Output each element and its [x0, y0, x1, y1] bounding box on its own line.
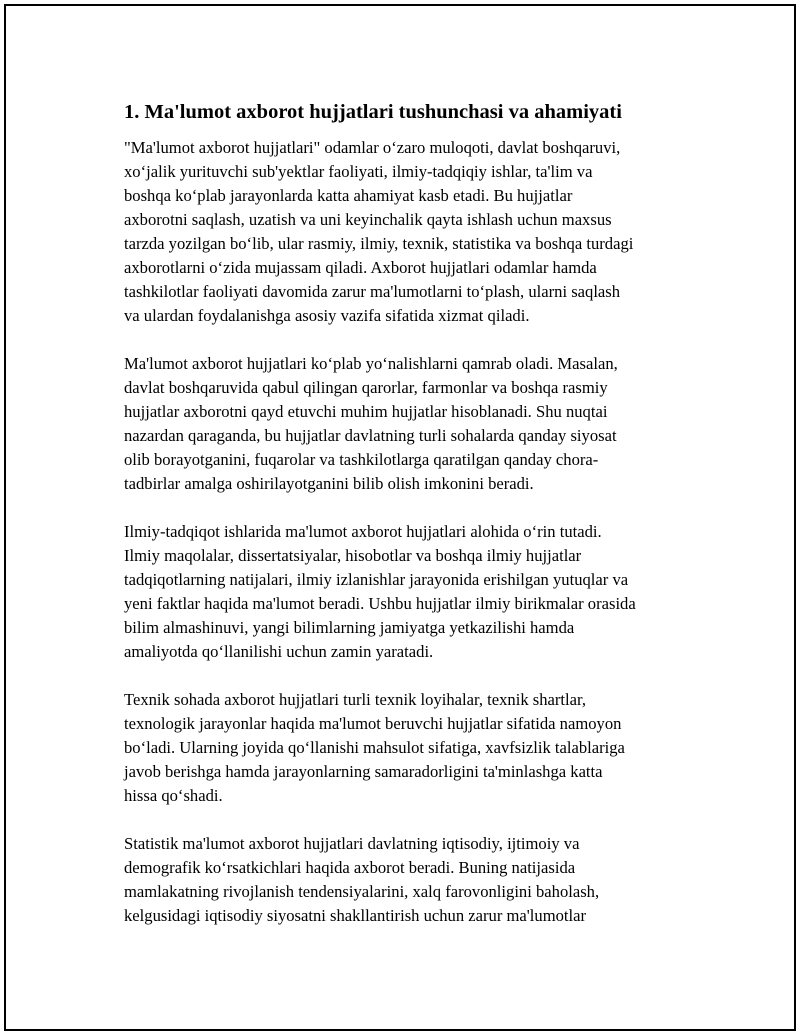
text-line: Ilmiy-tadqiqot ishlarida ma'lumot axborot hujjatlari alohida o‘rin tutadi. [124, 522, 602, 541]
text-line: kelgusidagi iqtisodiy siyosatni shakllantirish uchun zarur ma'lumotlar [124, 906, 587, 925]
document-body [124, 99, 699, 952]
text-line: hissa qo‘shadi. [124, 786, 223, 805]
text-line: hujjatlar axborotni qayd etuvchi muhim hujjatlar hisoblanadi. Shu nuqtai [124, 402, 608, 421]
text-line: davlat boshqaruvida qabul qilingan qarorlar, farmonlar va boshqa rasmiy [124, 378, 608, 397]
text-line: nazardan qaraganda, bu hujjatlar davlatning turli sohalarda qanday siyosat [124, 426, 617, 445]
text-line: bilim almashinuvi, yangi bilimlarning jamiyatga yetkazilishi hamda [124, 618, 575, 637]
text-line: tadbirlar amalga oshirilayotganini bilib olish imkonini beradi. [124, 474, 534, 493]
text-line: texnologik jarayonlar haqida ma'lumot beruvchi hujjatlar sifatida namoyon [124, 714, 622, 733]
paragraph-research [124, 520, 699, 664]
text-line: Ma'lumot axborot hujjatlari ko‘plab yo‘nalishlarni qamrab oladi. Masalan, [124, 354, 618, 373]
text-line: Ilmiy maqolalar, dissertatsiyalar, hisobotlar va boshqa ilmiy hujjatlar [124, 546, 582, 565]
page-frame [4, 4, 796, 1031]
text-line: axborotlarni o‘zida mujassam qiladi. Axborot hujjatlari odamlar hamda [124, 258, 597, 277]
text-line: "Ma'lumot axborot hujjatlari" odamlar o‘zaro muloqoti, davlat boshqaruvi, [124, 138, 621, 157]
paragraph-statistics [124, 832, 699, 928]
text-line: bo‘ladi. Ularning joyida qo‘llanishi mahsulot sifatiga, xavfsizlik talablariga [124, 738, 625, 757]
text-line: olib borayotganini, fuqarolar va tashkilotlarga qaratilgan qanday chora- [124, 450, 599, 469]
text-line: va ulardan foydalanishga asosiy vazifa sifatida xizmat qiladi. [124, 306, 530, 325]
paragraph-technical [124, 688, 699, 808]
text-line: Statistik ma'lumot axborot hujjatlari davlatning iqtisodiy, ijtimoiy va [124, 834, 580, 853]
text-line: axborotni saqlash, uzatish va uni keyinchalik qayta ishlash uchun maxsus [124, 210, 612, 229]
section-heading: 1. Ma'lumot axborot hujjatlari tushunchasi va ahamiyati [124, 101, 622, 123]
text-line: boshqa ko‘plab jarayonlarda katta ahamiyat kasb etadi. Bu hujjatlar [124, 186, 573, 205]
paragraph-government [124, 352, 699, 496]
text-line: tashkilotlar faoliyati davomida zarur ma'lumotlarni to‘plash, ularni saqlash [124, 282, 621, 301]
text-line: yeni faktlar haqida ma'lumot beradi. Ushbu hujjatlar ilmiy birikmalar orasida [124, 594, 636, 613]
text-line: Texnik sohada axborot hujjatlari turli texnik loyihalar, texnik shartlar, [124, 690, 587, 709]
text-line: mamlakatning rivojlanish tendensiyalarini, xalq farovonligini baholash, [124, 882, 600, 901]
text-line: demografik ko‘rsatkichlari haqida axborot beradi. Buning natijasida [124, 858, 576, 877]
text-line: xo‘jalik yurituvchi sub'yektlar faoliyati, ilmiy-tadqiqiy ishlar, ta'lim va [124, 162, 593, 181]
paragraph-intro [124, 136, 699, 328]
text-line: javob berishga hamda jarayonlarning samaradorligini ta'minlashga katta [124, 762, 603, 781]
text-line: amaliyotda qo‘llanilishi uchun zamin yaratadi. [124, 642, 434, 661]
text-line: tarzda yozilgan bo‘lib, ular rasmiy, ilmiy, texnik, statistika va boshqa turdagi [124, 234, 634, 253]
text-line: tadqiqotlarning natijalari, ilmiy izlanishlar jarayonida erishilgan yutuqlar va [124, 570, 629, 589]
